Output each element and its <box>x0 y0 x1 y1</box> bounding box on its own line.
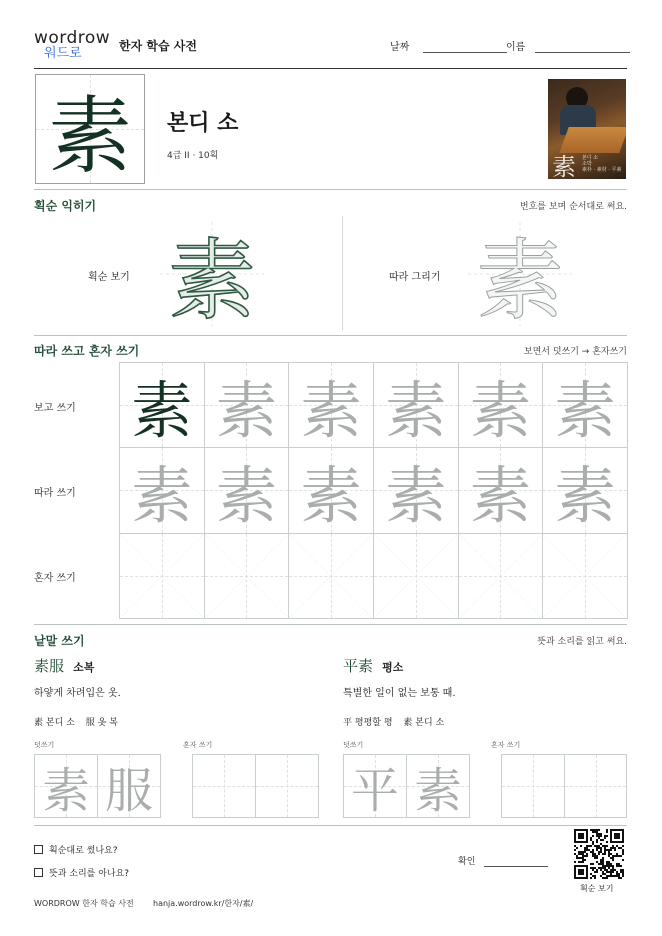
divider-2 <box>34 335 627 336</box>
practice-row-label-trace: 따라 쓰기 <box>34 488 76 499</box>
hero-meaning: 본디 소 <box>167 111 239 136</box>
stroke-divider <box>342 216 343 330</box>
divider-3 <box>34 624 627 625</box>
trace-character: 素 <box>384 459 447 532</box>
practice-cell[interactable] <box>119 533 205 619</box>
word-2-heading <box>343 655 403 676</box>
word-1-gloss-2: 옷 복 <box>97 718 118 728</box>
trace-character: 素 <box>554 373 617 447</box>
name-field[interactable] <box>506 38 630 53</box>
practice-cell[interactable] <box>373 362 459 448</box>
hero-photo <box>548 79 626 179</box>
date-label: 날짜 <box>390 42 410 53</box>
stroke-order-character: 素 <box>167 229 256 332</box>
practice-cell[interactable] <box>458 447 544 533</box>
practice-cell[interactable] <box>542 533 628 619</box>
trace-character: 素 <box>554 459 617 532</box>
name-label: 이름 <box>506 42 526 53</box>
word-1-char-2: 服 <box>85 718 95 728</box>
practice-cell[interactable] <box>288 533 374 619</box>
word-1-self-cell-2[interactable] <box>255 754 319 818</box>
hero-character: 素 <box>47 86 132 184</box>
word-1-heading <box>34 655 94 676</box>
qr-label: 획순 보기 <box>580 884 614 893</box>
practice-cell[interactable] <box>288 362 374 448</box>
word-2-trace-cell-1[interactable]: 平 <box>343 754 407 818</box>
word-1-gloss-1: 본디 소 <box>45 718 75 728</box>
checklist-text-1: 획순대로 썼나요? <box>49 846 118 856</box>
word-1-hanja: 素服 <box>34 657 65 675</box>
stroke-order-diagram <box>160 222 264 332</box>
practice-cell[interactable] <box>204 447 290 533</box>
practice-section-title: 따라 쓰고 혼자 쓰기 <box>34 344 140 358</box>
word-1-self-cell-1[interactable] <box>192 754 256 818</box>
footer-brand: WORDROW 한자 학습 사전 <box>34 899 134 908</box>
stroke-trace-area[interactable] <box>468 222 572 332</box>
practice-cell[interactable] <box>542 362 628 448</box>
logo-korean: 워드로 <box>44 46 82 61</box>
practice-row-label-self: 혼자 쓰기 <box>34 573 76 584</box>
hero-character-box <box>35 74 145 184</box>
logo-wordmark: wordrow <box>34 28 111 48</box>
confirm-blank[interactable] <box>484 856 548 867</box>
trace-character: 素 <box>300 459 363 532</box>
stroke-view-label: 획순 보기 <box>88 272 130 283</box>
practice-cell[interactable] <box>119 447 205 533</box>
practice-row-label-see: 보고 쓰기 <box>34 403 76 414</box>
header-divider <box>34 68 627 69</box>
practice-cell[interactable] <box>373 447 459 533</box>
photo-caption-1: 본디 소 <box>582 155 599 161</box>
practice-cell[interactable] <box>204 533 290 619</box>
practice-section-note: 보면서 덧쓰기 → 혼자쓰기 <box>523 347 627 357</box>
word-2-glosses <box>343 715 444 728</box>
qr-code[interactable] <box>574 829 624 879</box>
logo <box>34 30 114 66</box>
trace-character: 素 <box>469 373 532 447</box>
checklist-item-2[interactable] <box>34 866 129 879</box>
words-section-note: 뜻과 소리를 읽고 써요. <box>537 637 627 647</box>
photo-character: 素 <box>552 153 576 179</box>
word-2-trace-cell-2[interactable]: 素 <box>406 754 470 818</box>
checklist-item-1[interactable] <box>34 843 118 856</box>
practice-grid <box>119 362 627 618</box>
word-2-hanja: 平素 <box>343 657 374 675</box>
divider-1 <box>34 189 627 190</box>
trace-character: 素 <box>215 459 278 532</box>
word-2-meaning: 특별한 일이 없는 보통 때. <box>343 688 456 699</box>
word-2-char-2: 素 <box>403 718 413 728</box>
practice-cell[interactable] <box>458 362 544 448</box>
practice-cell[interactable] <box>288 447 374 533</box>
word-2-self-cell-1[interactable] <box>501 754 565 818</box>
trace-character: 素 <box>300 373 363 447</box>
date-blank[interactable] <box>423 42 507 53</box>
stroke-section-note: 번호를 보며 순서대로 써요. <box>519 202 627 212</box>
trace-character: 素 <box>215 373 278 447</box>
practice-cell[interactable] <box>204 362 290 448</box>
word-1-trace-cell-1[interactable]: 素 <box>34 754 98 818</box>
word-2-self-label: 혼자 쓰기 <box>491 741 521 749</box>
stroke-trace-label: 따라 그리기 <box>389 272 441 283</box>
confirm-field[interactable] <box>458 854 548 867</box>
photo-caption-3: 素朴 · 素材 · 平素 <box>582 167 622 173</box>
word-2-char-1: 平 <box>343 718 353 728</box>
word-2-reading: 평소 <box>382 661 404 674</box>
checkbox-1[interactable] <box>34 845 43 854</box>
date-field[interactable] <box>390 38 507 53</box>
photo-caption-2: 소박 <box>582 161 592 167</box>
word-1-trace-label: 덧쓰기 <box>34 741 55 749</box>
trace-character: 素 <box>130 459 193 532</box>
word-1-trace-cell-2[interactable]: 服 <box>97 754 161 818</box>
name-blank[interactable] <box>535 42 630 53</box>
trace-character: 素 <box>469 459 532 532</box>
word-2-gloss-1: 평평할 평 <box>354 718 393 728</box>
practice-cell[interactable] <box>458 533 544 619</box>
word-1-self-label: 혼자 쓰기 <box>183 741 213 749</box>
stroke-section-title: 획순 익히기 <box>34 199 97 213</box>
hero-meta: 4급 II · 10획 <box>167 151 219 161</box>
word-1-meaning: 하얗게 차려입은 옷. <box>34 688 121 699</box>
word-2-self-cell-2[interactable] <box>564 754 627 818</box>
word-1-reading: 소복 <box>73 661 95 674</box>
checkbox-2[interactable] <box>34 868 43 877</box>
practice-cell[interactable] <box>542 447 628 533</box>
word-1-glosses <box>34 715 118 728</box>
divider-4 <box>34 825 627 826</box>
confirm-label: 확인 <box>458 857 476 867</box>
header-title: 한자 학습 사전 <box>119 39 197 53</box>
practice-cell[interactable] <box>119 362 205 448</box>
word-2-trace-label: 덧쓰기 <box>343 741 364 749</box>
word-2-gloss-2: 본디 소 <box>415 718 445 728</box>
footer-url[interactable]: hanja.wordrow.kr/한자/素/ <box>153 899 254 908</box>
trace-character: 素 <box>384 373 447 447</box>
words-section-title: 낱말 쓰기 <box>34 634 85 648</box>
model-character: 素 <box>130 373 193 447</box>
checklist-text-2: 뜻과 소리를 아나요? <box>49 869 130 879</box>
word-1-char-1: 素 <box>34 718 44 728</box>
stroke-trace-character: 素 <box>475 229 564 332</box>
practice-cell[interactable] <box>373 533 459 619</box>
